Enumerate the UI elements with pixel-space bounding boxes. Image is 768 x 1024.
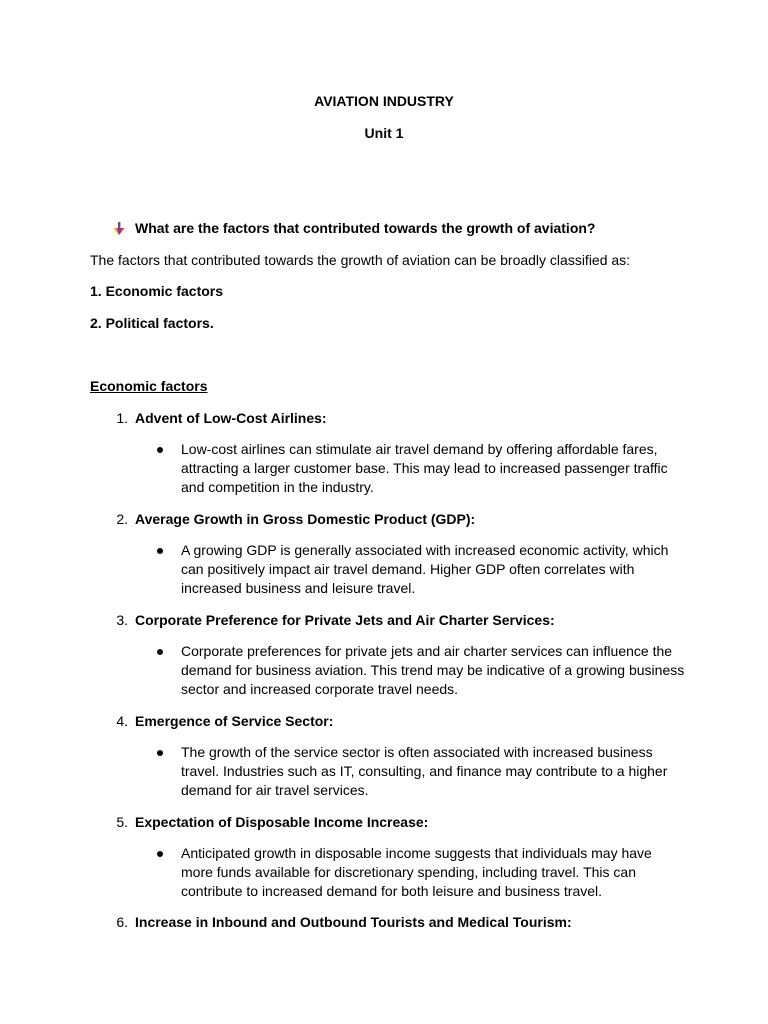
arrow-down-icon bbox=[113, 222, 125, 236]
bullet-line: more funds available for discretionary spending, including travel. This can bbox=[181, 864, 636, 880]
bullet-dot-icon bbox=[157, 649, 163, 655]
document-subtitle: Unit 1 bbox=[364, 125, 404, 141]
bullet-line: increased business and leisure travel. bbox=[181, 580, 416, 596]
bullet-line: Anticipated growth in disposable income suggests that individuals may have bbox=[181, 845, 652, 861]
document-title: AVIATION INDUSTRY bbox=[314, 93, 454, 109]
list-item-title: Advent of Low-Cost Airlines: bbox=[135, 410, 327, 426]
classification-economic: 1. Economic factors bbox=[90, 283, 224, 299]
bullet-line: A growing GDP is generally associated with increased economic activity, which bbox=[181, 542, 669, 558]
bullet-line: attracting a larger customer base. This may lead to increased passenger traffic bbox=[181, 460, 668, 476]
bullet-dot-icon bbox=[157, 851, 163, 857]
bullet-line: travel. Industries such as IT, consulting, and finance may contribute to a higher bbox=[181, 763, 668, 779]
bullet-paragraph bbox=[181, 642, 685, 699]
bullet-line: and competition in the industry. bbox=[181, 479, 374, 495]
bullet-line: sector and increased corporate travel needs. bbox=[181, 681, 459, 697]
list-item-title: Corporate Preference for Private Jets and Air Charter Services: bbox=[135, 612, 555, 628]
bullet-line: can positively impact air travel demand. Higher GDP often correlates with bbox=[181, 561, 635, 577]
list-item-number: 6. bbox=[116, 914, 128, 930]
list-item-number: 5. bbox=[116, 814, 128, 830]
list-item-title: Average Growth in Gross Domestic Product (GDP): bbox=[135, 511, 476, 527]
bullet-paragraph bbox=[181, 743, 681, 800]
list-item-number: 2. bbox=[116, 511, 128, 527]
bullet-line: demand for air travel services. bbox=[181, 782, 369, 798]
bullet-paragraph bbox=[181, 440, 681, 497]
list-item-title: Emergence of Service Sector: bbox=[135, 713, 334, 729]
bullet-line: The growth of the service sector is often associated with increased business bbox=[181, 744, 653, 760]
intro-paragraph: The factors that contributed towards the growth of aviation can be broadly classified as: bbox=[90, 252, 631, 268]
list-item-title: Increase in Inbound and Outbound Tourists and Medical Tourism: bbox=[135, 914, 572, 930]
question-heading: What are the factors that contributed towards the growth of aviation? bbox=[135, 220, 596, 236]
bullet-line: Corporate preferences for private jets and air charter services can influence the bbox=[181, 643, 673, 659]
bullet-line: contribute to increased demand for both leisure and business travel. bbox=[181, 883, 603, 899]
bullet-dot-icon bbox=[157, 750, 163, 756]
classification-political: 2. Political factors. bbox=[90, 315, 214, 331]
list-item-number: 1. bbox=[116, 410, 128, 426]
bullet-paragraph bbox=[181, 844, 681, 901]
bullet-dot-icon bbox=[157, 447, 163, 453]
list-item-number: 3. bbox=[116, 612, 128, 628]
list-item-number: 4. bbox=[116, 713, 128, 729]
list-item-title: Expectation of Disposable Income Increase: bbox=[135, 814, 429, 830]
bullet-line: Low-cost airlines can stimulate air travel demand by offering affordable fares, bbox=[181, 441, 658, 457]
bullet-dot-icon bbox=[157, 548, 163, 554]
bullet-paragraph bbox=[181, 541, 681, 598]
section-heading: Economic factors bbox=[90, 378, 208, 394]
bullet-line: demand for business aviation. This trend may be indicative of a growing business bbox=[181, 662, 685, 678]
